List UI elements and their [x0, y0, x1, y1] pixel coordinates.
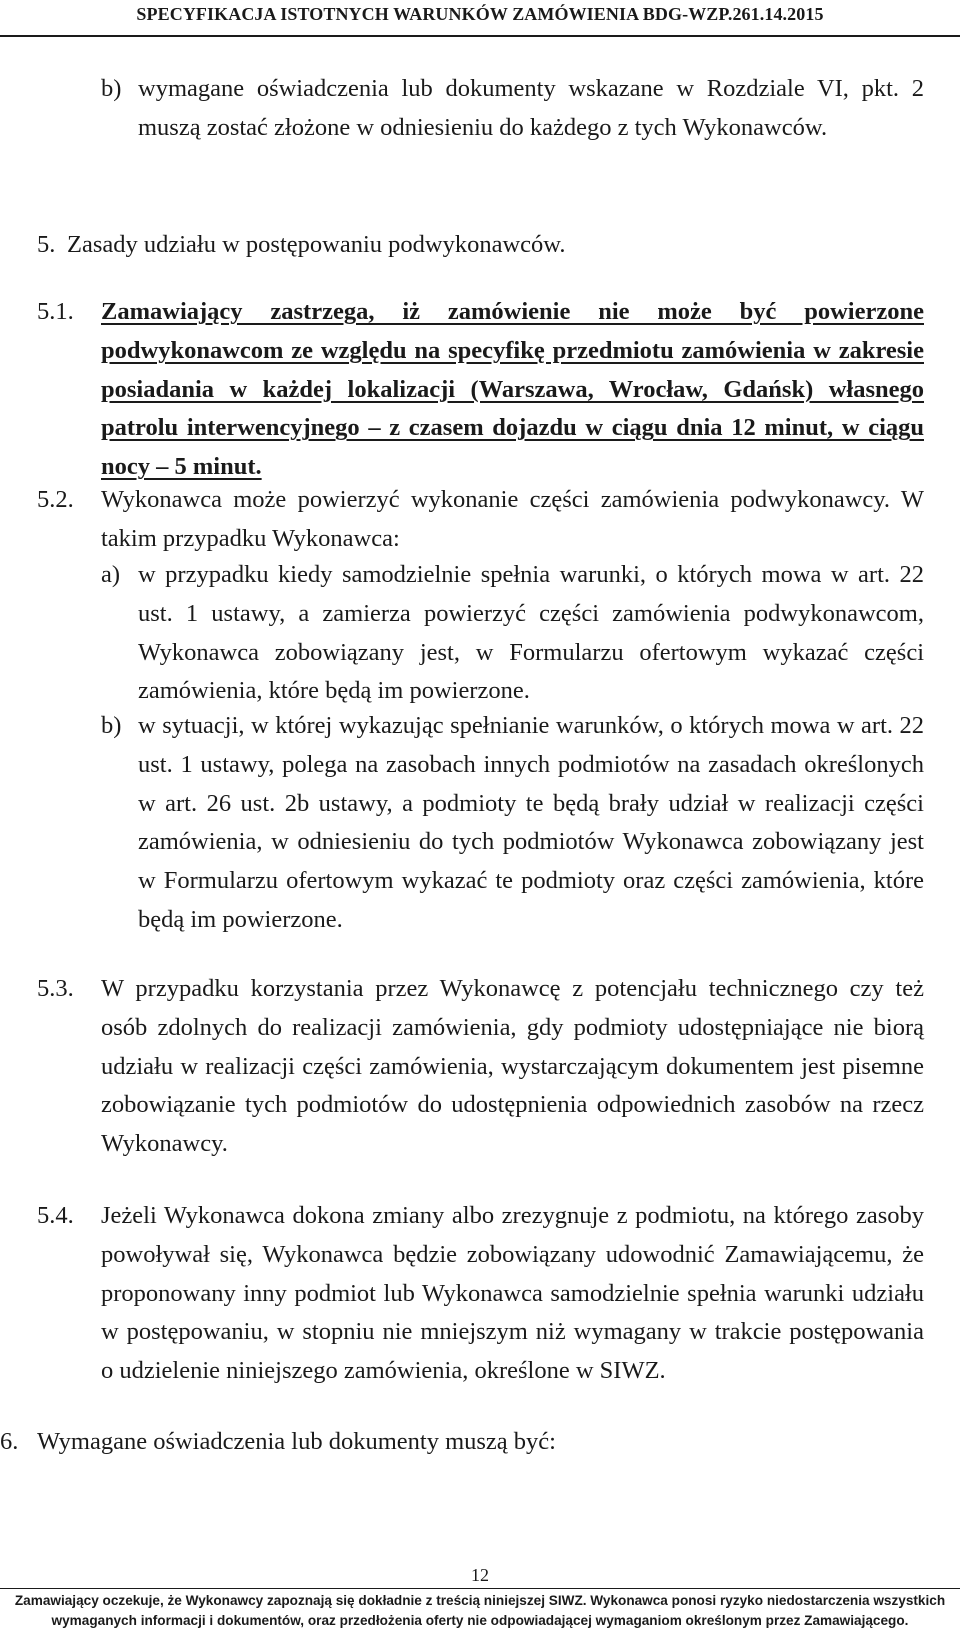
- section-5-1: [37, 293, 924, 487]
- section-number: 5.2.: [37, 486, 74, 513]
- list-item-5-2-a: [101, 556, 924, 711]
- section-number: 5.4.: [37, 1202, 74, 1229]
- section-title: Zasady udziału w postępowaniu podwykonawców.: [67, 231, 566, 258]
- list-marker: b): [101, 75, 122, 102]
- section-text: W przypadku korzystania przez Wykonawcę z potencjału technicznego czy też osób zdolnych do realizacji zamówienia, gdy podmioty udostępniające nie biorą udziału w realizacji części zamówienia, wystarczającym dokumentem jest pisemne zobowiązanie tych podmiotów do udostępnienia odpowiednich zasobów na rzecz Wykonawcy.: [101, 975, 924, 1158]
- document-header: SPECYFIKACJA ISTOTNYCH WARUNKÓW ZAMÓWIENIA BDG-WZP.261.14.2015: [0, 4, 960, 37]
- section-number: 5.1.: [37, 298, 74, 325]
- section-title: Wymagane oświadczenia lub dokumenty muszą być:: [37, 1428, 556, 1455]
- page-number: 12: [471, 1565, 489, 1585]
- list-item-text: w sytuacji, w której wykazując spełnianie warunków, o których mowa w art. 22 ust. 1 ustawy, polega na zasobach innych podmiotów na zasadach określonych w art. 26 ust. 2b ustawy, a podmioty te będą brały udział w realizacji części zamówienia, w odniesieniu do tych podmiotów Wykonawca zobowiązany jest w Formularzu ofertowym wykazać te podmioty oraz części zamówienia, które będą im powierzone.: [138, 712, 924, 933]
- section-number: 6.: [0, 1428, 19, 1455]
- section-5: [37, 226, 924, 265]
- section-5-2: [37, 481, 924, 559]
- footer-line-1: Zamawiający oczekuje, że Wykonawcy zapoznają się dokładnie z treścią niniejszej SIWZ. Wykonawca ponosi ryzyko niedostarczenia wszystkich: [14, 1593, 946, 1608]
- section-5-4: [37, 1197, 924, 1391]
- document-footer: [0, 1588, 960, 1631]
- list-item-text: w przypadku kiedy samodzielnie spełnia warunki, o których mowa w art. 22 ust. 1 ustawy, a zamierza powierzyć części zamówienia podwykonawcom, Wykonawca zobowiązany jest, w Formularzu ofertowym wykazać części zamówienia, które będą im powierzone.: [138, 561, 924, 705]
- section-text: Wykonawca może powierzyć wykonanie części zamówienia podwykonawcy. W takim przypadku Wykonawca:: [101, 486, 924, 552]
- footer-line-2: wymaganych informacji i dokumentów, oraz przedłożenia oferty nie odpowiadającej wymaganiom określonym przez Zamawiającego.: [51, 1613, 909, 1628]
- list-item-text: wymagane oświadczenia lub dokumenty wskazane w Rozdziale VI, pkt. 2 muszą zostać złożone w odniesieniu do każdego z tych Wykonawców.: [138, 75, 924, 141]
- list-item-5-2-b: [101, 707, 924, 940]
- list-item-b-top: [101, 70, 924, 148]
- section-number: 5.3.: [37, 975, 74, 1002]
- section-number: 5.: [37, 231, 56, 258]
- list-marker: a): [101, 561, 121, 588]
- section-5-3: [37, 970, 924, 1164]
- section-6: [0, 1423, 924, 1462]
- list-marker: b): [101, 712, 122, 739]
- section-text: Zamawiający zastrzega, iż zamówienie nie może być powierzone podwykonawcom ze względu na specyfikę przedmiotu zamówienia w zakresie posiadania w każdej lokalizacji (Warszawa, Wrocław, Gdańsk) własnego patrolu interwencyjnego – z czasem dojazdu w ciągu dnia 12 minut, w ciągu nocy – 5 minut.: [101, 298, 924, 481]
- section-text: Jeżeli Wykonawca dokona zmiany albo zrezygnuje z podmiotu, na którego zasoby powoływał się, Wykonawca będzie zobowiązany udowodnić Zamawiającemu, że proponowany inny podmiot lub Wykonawca samodzielnie spełnia warunki udziału w postępowaniu, w stopniu nie mniejszym niż wymagany w trakcie postępowania o udzielenie niniejszego zamówienia, określone w SIWZ.: [101, 1202, 924, 1385]
